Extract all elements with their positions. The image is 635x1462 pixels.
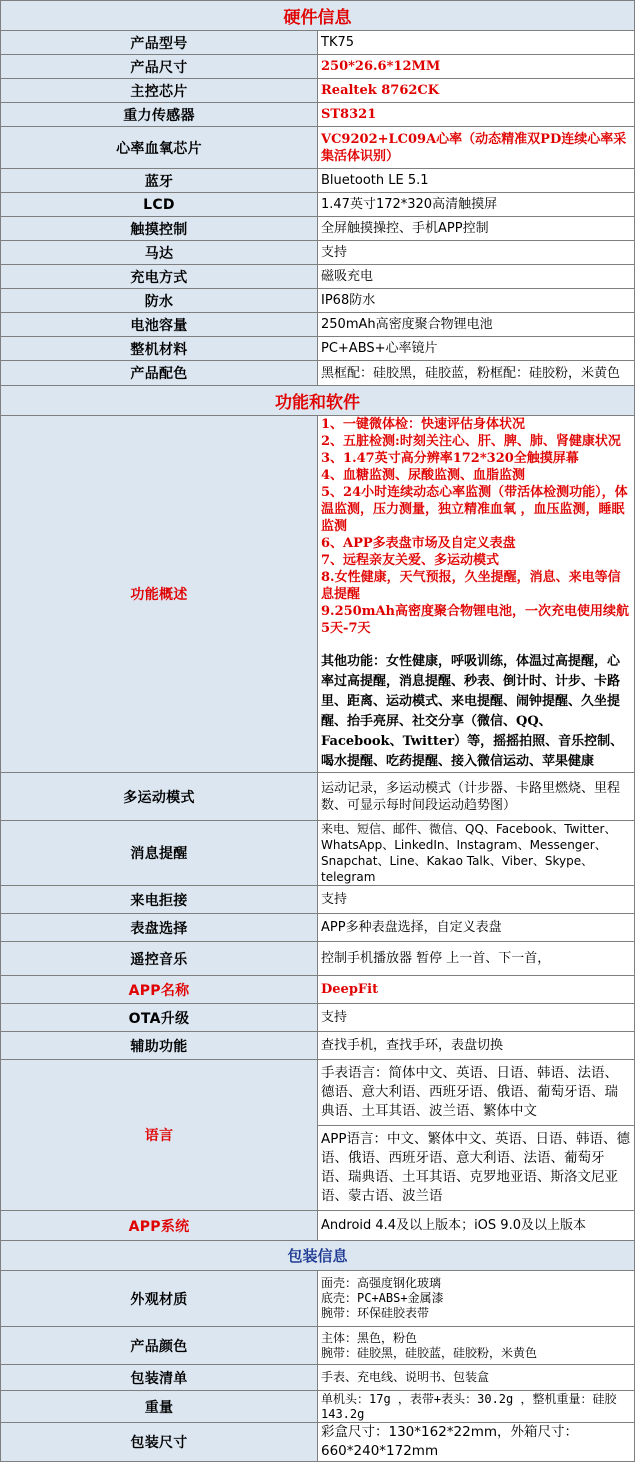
table-row [1, 1211, 635, 1241]
table-row [1, 1032, 635, 1060]
row-label: 重量 [1, 1391, 318, 1423]
row-label: 产品配色 [1, 361, 318, 386]
row-label: 主控芯片 [1, 79, 318, 103]
feature-overview-row [1, 416, 635, 773]
row-label: 产品型号 [1, 31, 318, 55]
table-row [1, 1271, 635, 1327]
section-header-function [1, 386, 635, 416]
row-label: 多运动模式 [1, 773, 318, 821]
row-label: 外观材质 [1, 1271, 318, 1327]
row-value: 250*26.6*12MM [318, 55, 635, 79]
app-languages: APP语言：中文、繁体中文、英语、日语、韩语、德语、俄语、西班牙语、意大利语、法语、葡萄牙语、瑞典语、土耳其语、克罗地亚语、斯洛文尼亚语、蒙古语、波兰语 [318, 1125, 634, 1210]
row-value: 支持 [318, 1004, 635, 1032]
row-value: 黑框配：硅胶黑，硅胶蓝，粉框配：硅胶粉，米黄色 [318, 361, 635, 386]
table-row [1, 265, 635, 289]
row-value: TK75 [318, 31, 635, 55]
table-row [1, 217, 635, 241]
material-line: 腕带：环保硅胶表带 [321, 1306, 430, 1320]
row-value: 支持 [318, 241, 635, 265]
table-row [1, 337, 635, 361]
row-value: Realtek 8762CK [318, 79, 635, 103]
table-row [1, 313, 635, 337]
material-line: 面壳：高强度钢化玻璃 [321, 1276, 442, 1290]
section-header-hardware [1, 1, 635, 31]
table-row [1, 821, 635, 886]
table-row [1, 1365, 635, 1391]
feature-item: 5、24小时连续动态心率监测（带活体检测功能），体温监测，压力测量，独立精准血氧 ，血压监测，睡眠监测 [321, 485, 628, 534]
row-value [318, 1327, 635, 1365]
language-label: 语言 [1, 1060, 318, 1211]
row-value: 单机头：17g ，表带+表头：30.2g ，整机重量：硅胶143.2g [318, 1391, 635, 1423]
row-label: 充电方式 [1, 265, 318, 289]
row-label: 电池容量 [1, 313, 318, 337]
row-value: PC+ABS+心率镜片 [318, 337, 635, 361]
row-label: 包装尺寸 [1, 1423, 318, 1462]
feature-item: 6、APP多表盘市场及自定义表盘 [321, 536, 516, 551]
row-label: 消息提醒 [1, 821, 318, 886]
row-value: 运动记录，多运动模式（计步器、卡路里燃烧、里程数、可显示每时间段运动趋势图） [318, 773, 635, 821]
row-value: Bluetooth LE 5.1 [318, 169, 635, 193]
row-value: 手表、充电线、说明书、包装盒 [318, 1365, 635, 1391]
table-row [1, 886, 635, 914]
table-row [1, 942, 635, 976]
material-line: 底壳：PC+ABS+金属漆 [321, 1291, 444, 1305]
row-label: 表盘选择 [1, 914, 318, 942]
row-value: IP68防水 [318, 289, 635, 313]
table-row [1, 1327, 635, 1365]
color-line: 腕带：硅胶黑，硅胶蓝，硅胶粉，米黄色 [321, 1345, 538, 1360]
row-value: 查找手机，查找手环，表盘切换 [318, 1032, 635, 1060]
table-row [1, 976, 635, 1004]
section-title-hardware: 硬件信息 [1, 1, 635, 31]
row-label: 遥控音乐 [1, 942, 318, 976]
section-title-packaging: 包装信息 [1, 1241, 635, 1271]
section-title-function: 功能和软件 [1, 386, 635, 416]
row-value: VC9202+LC09A心率（动态精准双PD连续心率采集活体识别） [318, 127, 635, 169]
feature-item: 7、远程亲友关爱、多运动模式 [321, 553, 500, 568]
row-label: 产品颜色 [1, 1327, 318, 1365]
feature-item: 4、血糖监测、尿酸监测、血脂监测 [321, 468, 526, 483]
row-label: 重力传感器 [1, 103, 318, 127]
row-label: LCD [1, 193, 318, 217]
language-row [1, 1060, 635, 1211]
table-row [1, 55, 635, 79]
row-label: 整机材料 [1, 337, 318, 361]
row-label: 防水 [1, 289, 318, 313]
section-header-packaging [1, 1241, 635, 1271]
row-label: 马达 [1, 241, 318, 265]
feature-item: 3、1.47英寸高分辨率172*320全触摸屏幕 [321, 451, 579, 466]
row-value: APP多种表盘选择，自定义表盘 [318, 914, 635, 942]
row-label: OTA升级 [1, 1004, 318, 1032]
table-row [1, 1004, 635, 1032]
row-label: 包装清单 [1, 1365, 318, 1391]
table-row [1, 289, 635, 313]
other-features: 其他功能：女性健康，呼吸训练，体温过高提醒，心率过高提醒，消息提醒、秒表、倒计时、计步、卡路里、距离、运动模式、来电提醒、闹钟提醒、久坐提醒、抬手亮屏、社交分享（微信、QQ、Facebook、Twitter）等，摇摇拍照、音乐控制、喝水提醒、吃药提醒、接入微信运动、苹果健康 [321, 654, 624, 769]
row-label: 触摸控制 [1, 217, 318, 241]
row-label: APP系统 [1, 1211, 318, 1241]
row-value: 支持 [318, 886, 635, 914]
table-row [1, 361, 635, 386]
row-label: 产品尺寸 [1, 55, 318, 79]
feature-overview-label: 功能概述 [1, 416, 318, 773]
table-row [1, 127, 635, 169]
feature-item: 2、五脏检测:时刻关注心、肝、脾、肺、肾健康状况 [321, 434, 621, 449]
table-row [1, 79, 635, 103]
table-row [1, 1423, 635, 1462]
color-line: 主体：黑色，粉色 [321, 1330, 418, 1345]
row-label: 来电拒接 [1, 886, 318, 914]
table-row [1, 31, 635, 55]
table-row [1, 169, 635, 193]
table-row [1, 773, 635, 821]
row-value: Android 4.4及以上版本；iOS 9.0及以上版本 [318, 1211, 635, 1241]
row-value: DeepFit [318, 976, 635, 1004]
table-row [1, 103, 635, 127]
table-row [1, 914, 635, 942]
row-label: APP名称 [1, 976, 318, 1004]
watch-languages: 手表语言：简体中文、英语、日语、韩语、法语、德语、意大利语、西班牙语、俄语、葡萄牙语、瑞典语、土耳其语、波兰语、繁体中文 [321, 1065, 618, 1119]
row-label: 辅助功能 [1, 1032, 318, 1060]
row-label: 蓝牙 [1, 169, 318, 193]
table-row [1, 193, 635, 217]
row-value: 控制手机播放器 暂停 上一首、下一首， [318, 942, 635, 976]
feature-item: 1、一键微体检：快速评估身体状况 [321, 417, 526, 432]
row-value: 来电、短信、邮件、微信、QQ、Facebook、Twitter、WhatsApp、LinkedIn、Instagram、Messenger、Snapchat、Line、Kakao Talk、Viber、Skype、telegram [318, 821, 635, 886]
feature-item: 8.女性健康，天气预报，久坐提醒，消息、来电等信息提醒 [321, 570, 621, 602]
row-label: 心率血氧芯片 [1, 127, 318, 169]
row-value: 磁吸充电 [318, 265, 635, 289]
row-value: ST8321 [318, 103, 635, 127]
row-value: 彩盒尺寸：130*162*22mm，外箱尺寸：660*240*172mm [318, 1423, 635, 1462]
feature-overview-list [318, 416, 635, 773]
feature-item: 9.250mAh高密度聚合物锂电池，一次充电使用续航5天-7天 [321, 604, 630, 636]
language-values [318, 1060, 635, 1211]
row-value: 1.47英寸172*320高清触摸屏 [318, 193, 635, 217]
row-value [318, 1271, 635, 1327]
row-value: 250mAh高密度聚合物锂电池 [318, 313, 635, 337]
row-value: 全屏触摸操控、手机APP控制 [318, 217, 635, 241]
table-row [1, 241, 635, 265]
